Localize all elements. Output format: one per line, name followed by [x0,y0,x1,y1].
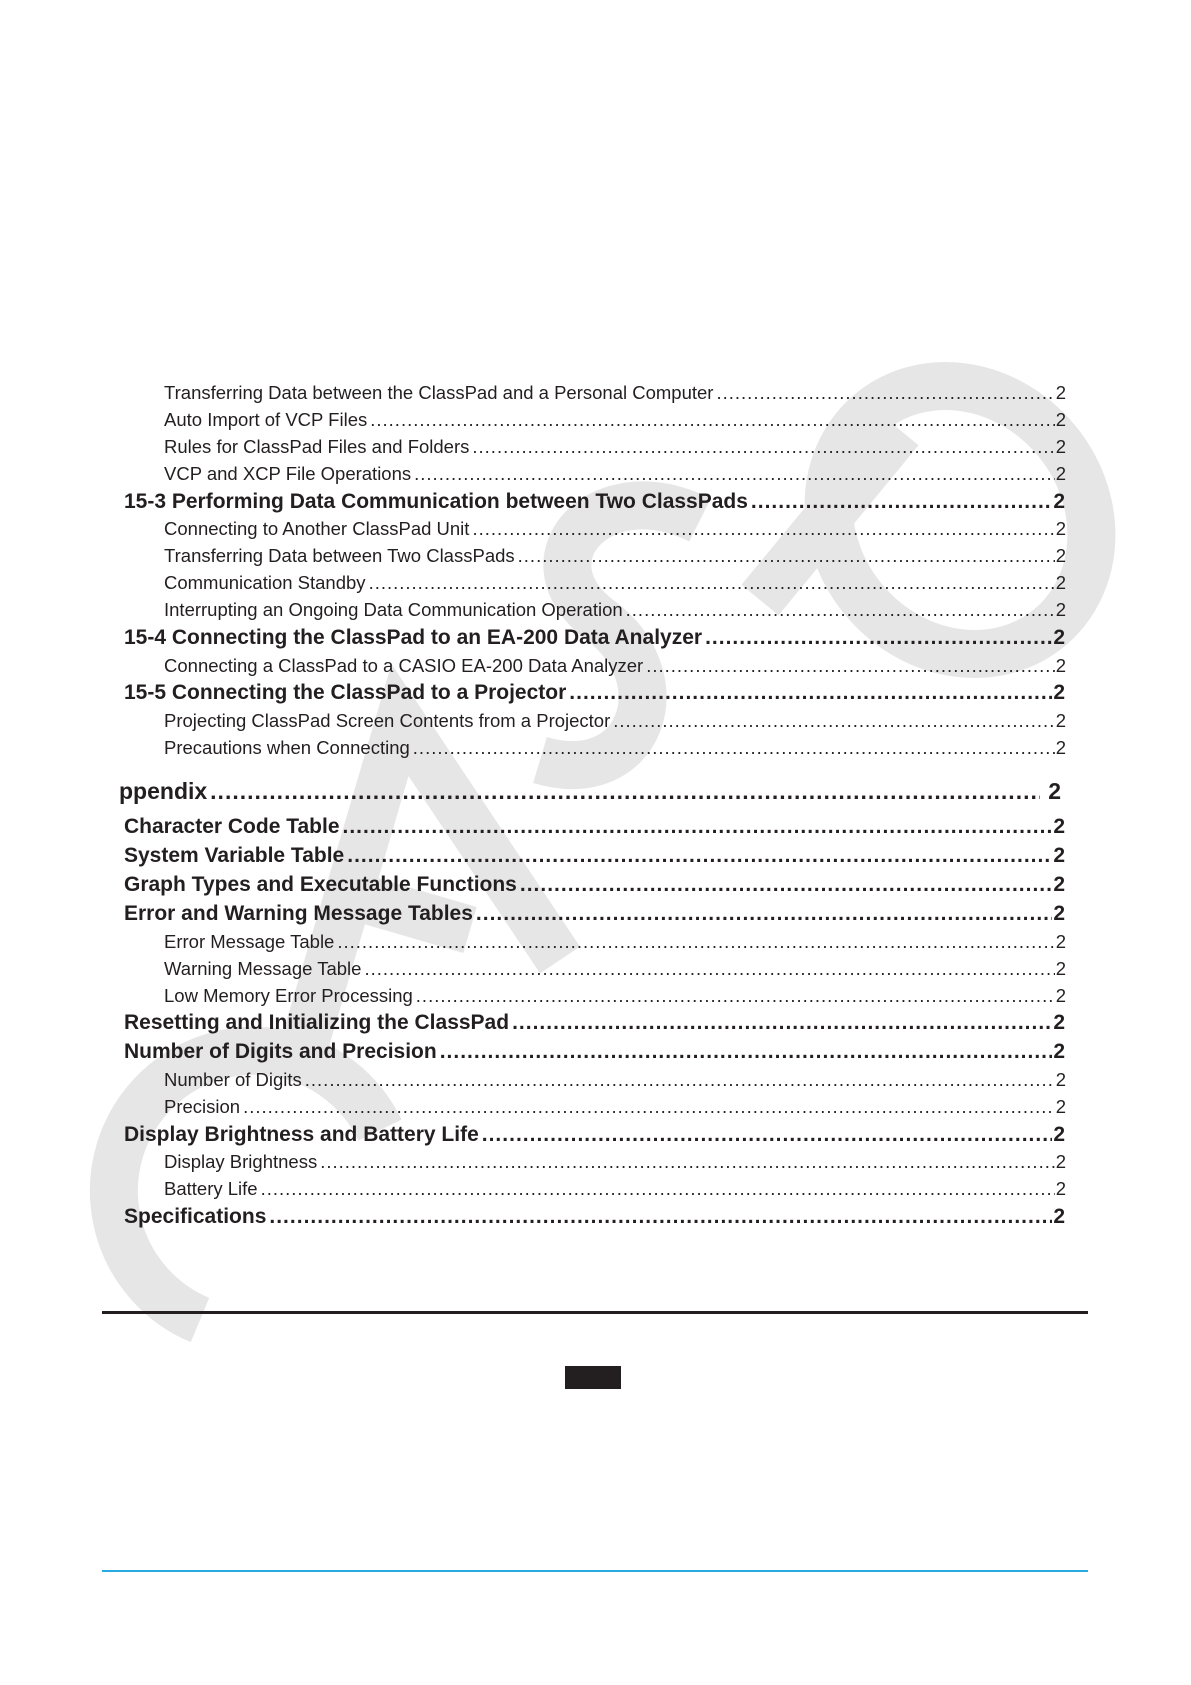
dot-leader [413,737,1055,759]
toc-entry-page: 2 [1055,463,1066,484]
dot-leader [243,1096,1055,1118]
toc-entry[interactable] [164,710,1066,732]
toc-section-title: Specifications [124,1205,267,1228]
toc-section[interactable] [124,844,1065,868]
toc-chapter[interactable] [119,778,1061,805]
toc-section[interactable] [124,681,1065,705]
dot-leader [518,545,1055,567]
toc-entry[interactable] [164,1069,1066,1091]
toc-section-title: Resetting and Initializing the ClassPad [124,1011,510,1034]
toc-entry[interactable] [164,1096,1066,1118]
toc-entry[interactable] [164,518,1066,540]
toc-entry-title: Auto Import of VCP Files [164,409,368,430]
toc-entry[interactable] [164,958,1066,980]
dot-leader [476,902,1052,926]
toc-section-page: 2 [1053,815,1065,838]
dot-leader [343,815,1053,839]
toc-entry-page: 2 [1055,436,1066,457]
dot-leader [440,1040,1053,1064]
toc-section-page: 2 [1053,1123,1065,1146]
dot-leader [416,985,1055,1007]
toc-entry-page: 2 [1055,1069,1066,1090]
dot-leader [472,518,1054,540]
toc-section-title: Graph Types and Executable Functions [124,873,517,896]
footer-rule [102,1311,1088,1314]
dot-leader [370,409,1054,431]
page-number-tab [565,1366,621,1389]
toc-section[interactable] [124,1011,1065,1035]
toc-entry-page: 2 [1055,382,1066,403]
dot-leader [347,844,1052,868]
toc-section-title: 15-3 Performing Data Communication between Two ClassPads [124,490,748,513]
toc-entry-page: 2 [1055,409,1066,430]
toc-entry-page: 2 [1055,985,1066,1006]
toc-entry-page: 2 [1055,572,1066,593]
toc-section-page: 2 [1053,902,1065,925]
toc-entry[interactable] [164,1178,1066,1200]
dot-leader [261,1178,1055,1200]
dot-leader [472,436,1054,458]
toc-section[interactable] [124,1040,1065,1064]
dot-leader [482,1123,1053,1147]
toc-section-page: 2 [1053,844,1065,867]
toc-entry[interactable] [164,545,1066,567]
dot-leader [210,778,1040,805]
dot-leader [414,463,1055,485]
dot-leader [751,490,1052,514]
toc-section-title: Error and Warning Message Tables [124,902,473,925]
toc-section[interactable] [124,1123,1065,1147]
toc-entry-title: Warning Message Table [164,958,362,979]
toc-section-title: 15-4 Connecting the ClassPad to an EA-200 Data Analyzer [124,626,703,649]
toc-entry[interactable] [164,382,1066,404]
toc-entry-page: 2 [1055,958,1066,979]
toc-section[interactable] [124,490,1065,514]
toc-entry-title: Battery Life [164,1178,258,1199]
toc-entry[interactable] [164,572,1066,594]
toc-section[interactable] [124,815,1065,839]
toc-entry-title: Transferring Data between the ClassPad and a Personal Computer [164,382,714,403]
toc-section-title: Character Code Table [124,815,340,838]
toc-entry[interactable] [164,985,1066,1007]
toc-section-page: 2 [1053,1011,1065,1034]
toc-entry-page: 2 [1055,599,1066,620]
toc-entry-page: 2 [1055,518,1066,539]
toc-entry-page: 2 [1055,655,1066,676]
toc-section-page: 2 [1053,490,1065,513]
dot-leader [369,572,1055,594]
dot-leader [716,382,1054,404]
toc-entry-title: Number of Digits [164,1069,302,1090]
toc-entry[interactable] [164,1151,1066,1173]
dot-leader [626,599,1055,621]
toc-entry-title: Projecting ClassPad Screen Contents from a Projector [164,710,611,731]
dot-leader [705,626,1052,650]
dot-leader [305,1069,1055,1091]
dot-leader [320,1151,1055,1173]
dot-leader [569,681,1052,705]
toc-section-title: 15-5 Connecting the ClassPad to a Projector [124,681,567,704]
toc-entry-title: Low Memory Error Processing [164,985,413,1006]
toc-entry-title: Precautions when Connecting [164,737,410,758]
toc-entry[interactable] [164,931,1066,953]
toc-entry-title: Interrupting an Ongoing Data Communication Operation [164,599,623,620]
toc-section-page: 2 [1053,681,1065,704]
toc-entry-title: Error Message Table [164,931,335,952]
dot-leader [613,710,1054,732]
dot-leader [520,873,1052,897]
toc-chapter-title: ppendix [119,778,208,804]
toc-entry[interactable] [164,463,1066,485]
toc-section[interactable] [124,902,1065,926]
bottom-accent-rule [102,1570,1088,1572]
toc-entry-title: Precision [164,1096,241,1117]
toc-section[interactable] [124,873,1065,897]
dot-leader [269,1205,1052,1229]
toc-entry-title: Rules for ClassPad Files and Folders [164,436,470,457]
toc-section[interactable] [124,1205,1065,1229]
dot-leader [512,1011,1052,1035]
toc-entry-title: VCP and XCP File Operations [164,463,412,484]
toc-entry[interactable] [164,599,1066,621]
toc-entry-page: 2 [1055,737,1066,758]
toc-entry-title: Display Brightness [164,1151,318,1172]
toc-section-page: 2 [1053,626,1065,649]
dot-leader [364,958,1054,980]
toc-entry-page: 2 [1055,545,1066,566]
toc-entry[interactable] [164,436,1066,458]
toc-section-title: Number of Digits and Precision [124,1040,437,1063]
toc-entry-page: 2 [1055,1151,1066,1172]
toc-entry-title: Communication Standby [164,572,366,593]
toc-section-page: 2 [1053,873,1065,896]
toc-chapter-page: 2 [1048,778,1061,804]
toc-entry[interactable] [164,409,1066,431]
toc-entry[interactable] [164,737,1066,759]
toc-entry-title: Connecting a ClassPad to a CASIO EA-200 Data Analyzer [164,655,644,676]
toc-entry-title: Transferring Data between Two ClassPads [164,545,515,566]
toc-entry-page: 2 [1055,931,1066,952]
dot-leader [337,931,1054,953]
toc-section-page: 2 [1053,1205,1065,1228]
toc-entry[interactable] [164,655,1066,677]
toc-section-title: System Variable Table [124,844,345,867]
dot-leader [646,655,1055,677]
toc-section[interactable] [124,626,1065,650]
toc-entry-page: 2 [1055,710,1066,731]
toc-entry-page: 2 [1055,1178,1066,1199]
toc-section-page: 2 [1053,1040,1065,1063]
toc-entry-title: Connecting to Another ClassPad Unit [164,518,470,539]
toc-entry-page: 2 [1055,1096,1066,1117]
toc-section-title: Display Brightness and Battery Life [124,1123,479,1146]
